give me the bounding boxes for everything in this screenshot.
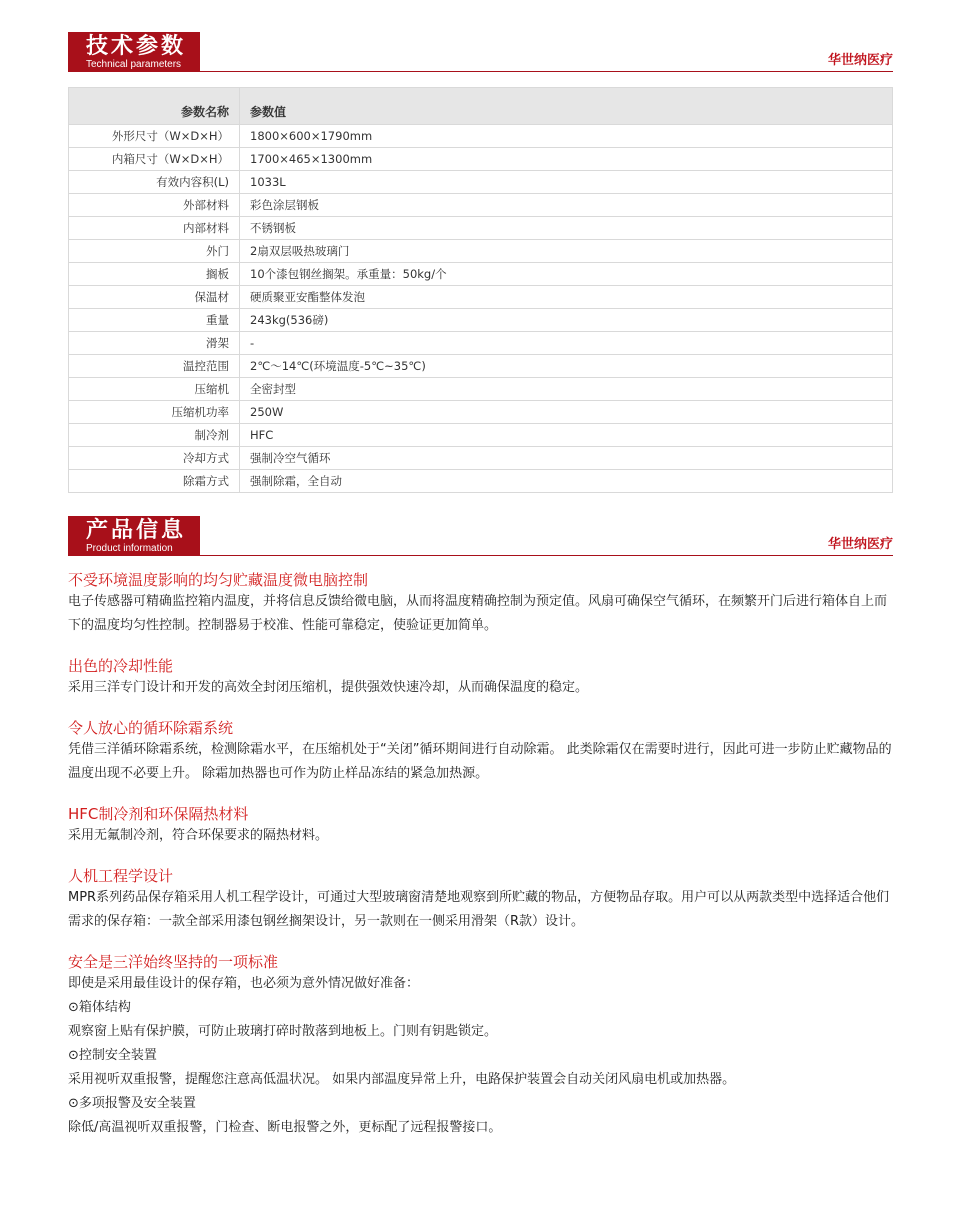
param-value: 243kg(536磅) bbox=[240, 309, 893, 332]
table-row bbox=[69, 194, 893, 217]
table-row bbox=[69, 447, 893, 470]
param-value: 2扇双层吸热玻璃门 bbox=[240, 240, 893, 263]
table-row bbox=[69, 148, 893, 171]
param-name: 压缩机 bbox=[69, 378, 240, 401]
param-value: 不锈钢板 bbox=[240, 217, 893, 240]
table-row bbox=[69, 263, 893, 286]
param-name: 搁板 bbox=[69, 263, 240, 286]
param-value: HFC bbox=[240, 424, 893, 447]
param-value: 1700×465×1300mm bbox=[240, 148, 893, 171]
table-row bbox=[69, 378, 893, 401]
table-row bbox=[69, 470, 893, 493]
feature-block bbox=[68, 718, 893, 786]
param-name: 制冷剂 bbox=[69, 424, 240, 447]
safety-item-heading: ⊙多项报警及安全装置 bbox=[68, 1096, 196, 1111]
table-row bbox=[69, 355, 893, 378]
param-name: 外部材料 bbox=[69, 194, 240, 217]
brand-label: 华世纳医疗 bbox=[827, 53, 893, 68]
safety-item-heading: ⊙控制安全装置 bbox=[68, 1048, 157, 1063]
feature-title: 令人放心的循环除霜系统 bbox=[68, 719, 234, 737]
param-name: 压缩机功率 bbox=[69, 401, 240, 424]
table-row bbox=[69, 332, 893, 355]
feature-title: 人机工程学设计 bbox=[68, 867, 174, 885]
safety-item-text: 除低/高温视听双重报警，门检查、断电报警之外，更标配了远程报警接口。 bbox=[68, 1120, 502, 1135]
param-name: 重量 bbox=[69, 309, 240, 332]
param-name: 外形尺寸（W×D×H） bbox=[69, 125, 240, 148]
param-name: 外门 bbox=[69, 240, 240, 263]
param-name: 滑架 bbox=[69, 332, 240, 355]
section-title-cn: 产品信息 bbox=[86, 518, 187, 543]
section-title-en: Product information bbox=[86, 543, 173, 554]
param-value: 250W bbox=[240, 401, 893, 424]
section-divider bbox=[200, 71, 893, 72]
param-name: 保温材 bbox=[69, 286, 240, 309]
safety-item-text: 采用视听双重报警，提醒您注意高低温状况。 如果内部温度异常上升，电路保护装置会自动关闭风扇电机或加热器。 bbox=[68, 1072, 736, 1087]
param-name: 内部材料 bbox=[69, 217, 240, 240]
param-name: 温控范围 bbox=[69, 355, 240, 378]
table-row bbox=[69, 125, 893, 148]
section-divider bbox=[200, 555, 893, 556]
feature-title: 不受环境温度影响的均匀贮藏温度微电脑控制 bbox=[68, 571, 369, 589]
param-name: 除霜方式 bbox=[69, 470, 240, 493]
param-value: 强制冷空气循环 bbox=[240, 447, 893, 470]
table-row bbox=[69, 171, 893, 194]
params-table bbox=[68, 87, 893, 493]
feature-text: 采用三洋专门设计和开发的高效全封闭压缩机，提供强效快速冷却，从而确保温度的稳定。 bbox=[68, 680, 589, 695]
feature-title: HFC制冷剂和环保隔热材料 bbox=[68, 805, 249, 823]
feature-block bbox=[68, 866, 893, 934]
section-title-cn: 技术参数 bbox=[86, 34, 187, 59]
tech-params-header bbox=[68, 32, 893, 72]
param-value: 彩色涂层钢板 bbox=[240, 194, 893, 217]
table-row bbox=[69, 401, 893, 424]
feature-text: 采用无氟制冷剂，符合环保要求的隔热材料。 bbox=[68, 828, 329, 843]
feature-block bbox=[68, 656, 893, 700]
feature-block bbox=[68, 804, 893, 848]
section-title-en: Technical parameters bbox=[86, 59, 182, 70]
safety-item-heading: ⊙箱体结构 bbox=[68, 1000, 131, 1015]
param-name: 冷却方式 bbox=[69, 447, 240, 470]
column-header-value: 参数值 bbox=[240, 88, 893, 125]
safety-item-text: 观察窗上贴有保护膜，可防止玻璃打碎时散落到地板上。门则有钥匙锁定。 bbox=[68, 1024, 498, 1039]
param-value: 强制除霜，全自动 bbox=[240, 470, 893, 493]
feature-text: MPR系列药品保存箱采用人机工程学设计，可通过大型玻璃窗清楚地观察到所贮藏的物品，方便物品存取。用户可以从两款类型中选择适合他们需求的保存箱：一款全部采用漆包钢丝搁架设计，另一款则在一侧采用滑架（R款）设计。 bbox=[68, 890, 890, 929]
table-row bbox=[69, 424, 893, 447]
param-value: 1800×600×1790mm bbox=[240, 125, 893, 148]
param-name: 内箱尺寸（W×D×H） bbox=[69, 148, 240, 171]
table-row bbox=[69, 286, 893, 309]
table-header-row bbox=[69, 88, 893, 125]
product-info-header bbox=[68, 516, 893, 556]
product-info-body bbox=[68, 570, 893, 1158]
section-tab bbox=[68, 32, 200, 72]
param-value: - bbox=[240, 332, 893, 355]
feature-block bbox=[68, 570, 893, 638]
param-value: 10个漆包钢丝搁架。承重量：50kg/个 bbox=[240, 263, 893, 286]
feature-title: 安全是三洋始终坚持的一项标准 bbox=[68, 953, 279, 971]
table-row bbox=[69, 217, 893, 240]
brand-label: 华世纳医疗 bbox=[827, 537, 893, 552]
param-name: 有效内容积(L) bbox=[69, 171, 240, 194]
feature-text: 凭借三洋循环除霜系统，检测除霜水平，在压缩机处于“关闭”循环期间进行自动除霜。 此类除霜仅在需要时进行，因此可进一步防止贮藏物品的温度出现不必要上升。 除霜加热器也可作为防止样品冻结的紧急加热源。 bbox=[68, 742, 892, 781]
param-value: 1033L bbox=[240, 171, 893, 194]
param-value: 硬质聚亚安酯整体发泡 bbox=[240, 286, 893, 309]
table-row bbox=[69, 240, 893, 263]
param-value: 全密封型 bbox=[240, 378, 893, 401]
safety-block bbox=[68, 952, 893, 1140]
table-row bbox=[69, 309, 893, 332]
safety-intro: 即使是采用最佳设计的保存箱，也必须为意外情况做好准备： bbox=[68, 976, 420, 991]
column-header-name: 参数名称 bbox=[69, 88, 240, 125]
param-value: 2℃～14℃(环境温度-5℃~35℃) bbox=[240, 355, 893, 378]
feature-text: 电子传感器可精确监控箱内温度，并将信息反馈给微电脑，从而将温度精确控制为预定值。风扇可确保空气循环，在频繁开门后进行箱体自上而下的温度均匀性控制。控制器易于校准、性能可靠稳定，使验证更加简单。 bbox=[68, 594, 888, 633]
section-tab bbox=[68, 516, 200, 556]
feature-title: 出色的冷却性能 bbox=[68, 657, 174, 675]
